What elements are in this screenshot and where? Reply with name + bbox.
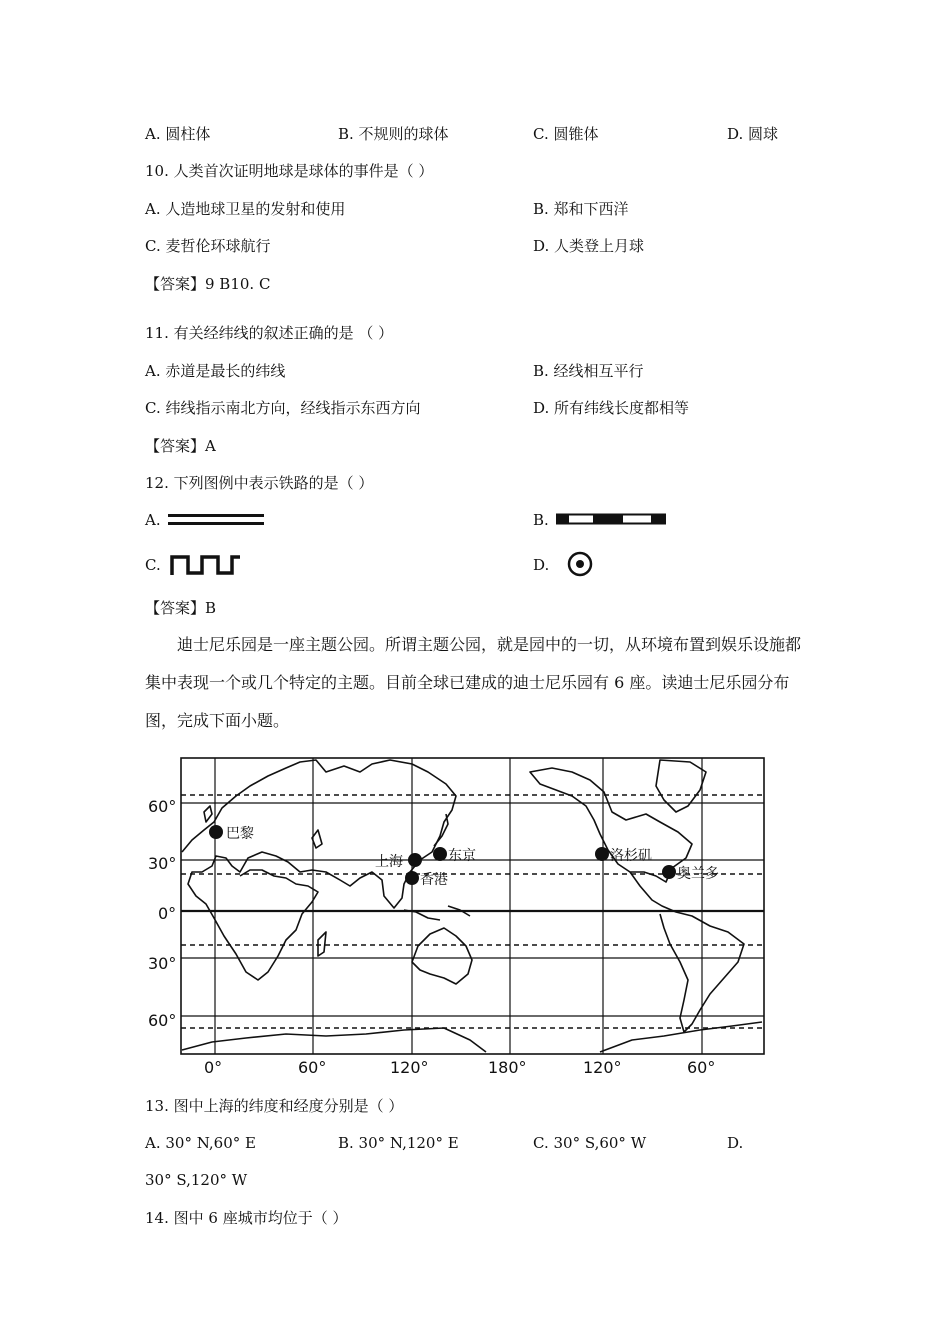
q9-option-d: D. 圆球 (727, 125, 779, 143)
q10-option-a: A. 人造地球卫星的发射和使用 (145, 200, 346, 218)
railway-legend-icon (556, 513, 670, 527)
city-label-shanghai: 上海 (375, 854, 403, 870)
q13-option-d-text: 30° S,120° W (145, 1171, 248, 1189)
city-label-paris: 巴黎 (226, 826, 254, 842)
q9-option-b: B. 不规则的球体 (338, 125, 449, 143)
q11-option-c: C. 纬线指示南北方向，经线指示东西方向 (145, 399, 421, 417)
city-label-orlando: 奥兰多 (677, 866, 719, 882)
q10-option-b: B. 郑和下西洋 (533, 200, 629, 218)
lon-label-120w: 120° (583, 1058, 622, 1077)
q9-option-a: A. 圆柱体 (145, 125, 211, 143)
city-label-tokyo: 东京 (448, 848, 476, 864)
q11-option-d: D. 所有纬线长度都相等 (533, 399, 690, 417)
lat-label-0: 0° (158, 904, 177, 923)
city-marker-hongkong (405, 871, 419, 885)
lat-label-30n: 30° (148, 854, 177, 873)
lon-label-60w: 60° (687, 1058, 716, 1077)
q10-stem: 10. 人类首次证明地球是球体的事件是（ ） (145, 162, 434, 180)
answer-11: 【答案】A (145, 437, 216, 455)
q13-option-c: C. 30° S,60° W (533, 1134, 647, 1152)
city-marker-orlando (662, 865, 676, 879)
q12-label-b: B. (533, 511, 549, 529)
lon-label-120e: 120° (390, 1058, 429, 1077)
q14-stem: 14. 图中 6 座城市均位于（ ） (145, 1209, 348, 1227)
q11-option-a: A. 赤道是最长的纬线 (145, 362, 286, 380)
lon-label-180: 180° (488, 1058, 527, 1077)
city-label-losangeles: 洛杉矶 (610, 848, 652, 864)
lat-label-60n: 60° (148, 797, 177, 816)
lat-label-30s: 30° (148, 954, 177, 973)
city-marker-shanghai (408, 853, 422, 867)
q12-label-c: C. (145, 556, 161, 574)
lon-label-0: 0° (204, 1058, 223, 1077)
q12-label-a: A. (145, 511, 161, 529)
q13-option-b: B. 30° N,120° E (338, 1134, 459, 1152)
answer-12: 【答案】B (145, 599, 217, 617)
q13-stem: 13. 图中上海的纬度和经度分别是（ ） (145, 1097, 404, 1115)
q12-stem: 12. 下列图例中表示铁路的是（ ） (145, 474, 374, 492)
q11-option-b: B. 经线相互平行 (533, 362, 644, 380)
q10-option-d: D. 人类登上月球 (533, 237, 645, 255)
answer-9-10: 【答案】9 B10. C (145, 275, 271, 293)
city-marker-losangeles (595, 847, 609, 861)
q9-option-c: C. 圆锥体 (533, 125, 599, 143)
passage: 迪士尼乐园是一座主题公园。所谓主题公园，就是园中的一切，从环境布置到娱乐设施都集中表现一个或几个特定的主题。目前全球已建成的迪士尼乐园有 6 座。读迪士尼乐园分布图，完成下面小题。 (145, 635, 802, 730)
capital-legend-icon (566, 550, 594, 578)
coastlines (182, 760, 762, 1052)
q12-label-d: D. (533, 556, 550, 574)
lon-label-60e: 60° (298, 1058, 327, 1077)
q13-option-a: A. 30° N,60° E (145, 1134, 256, 1152)
q13-option-d: D. (727, 1134, 744, 1152)
city-marker-paris (209, 825, 223, 839)
q11-stem: 11. 有关经纬线的叙述正确的是 （ ） (145, 324, 394, 342)
q10-option-c: C. 麦哲伦环球航行 (145, 237, 271, 255)
wall-legend-icon (170, 553, 242, 577)
map-grid (181, 758, 764, 1054)
city-marker-tokyo (433, 847, 447, 861)
legend-double-line-icon (168, 512, 268, 528)
lat-label-60s: 60° (148, 1011, 177, 1030)
city-label-hongkong: 香港 (420, 872, 448, 888)
disney-world-map (148, 752, 774, 1088)
